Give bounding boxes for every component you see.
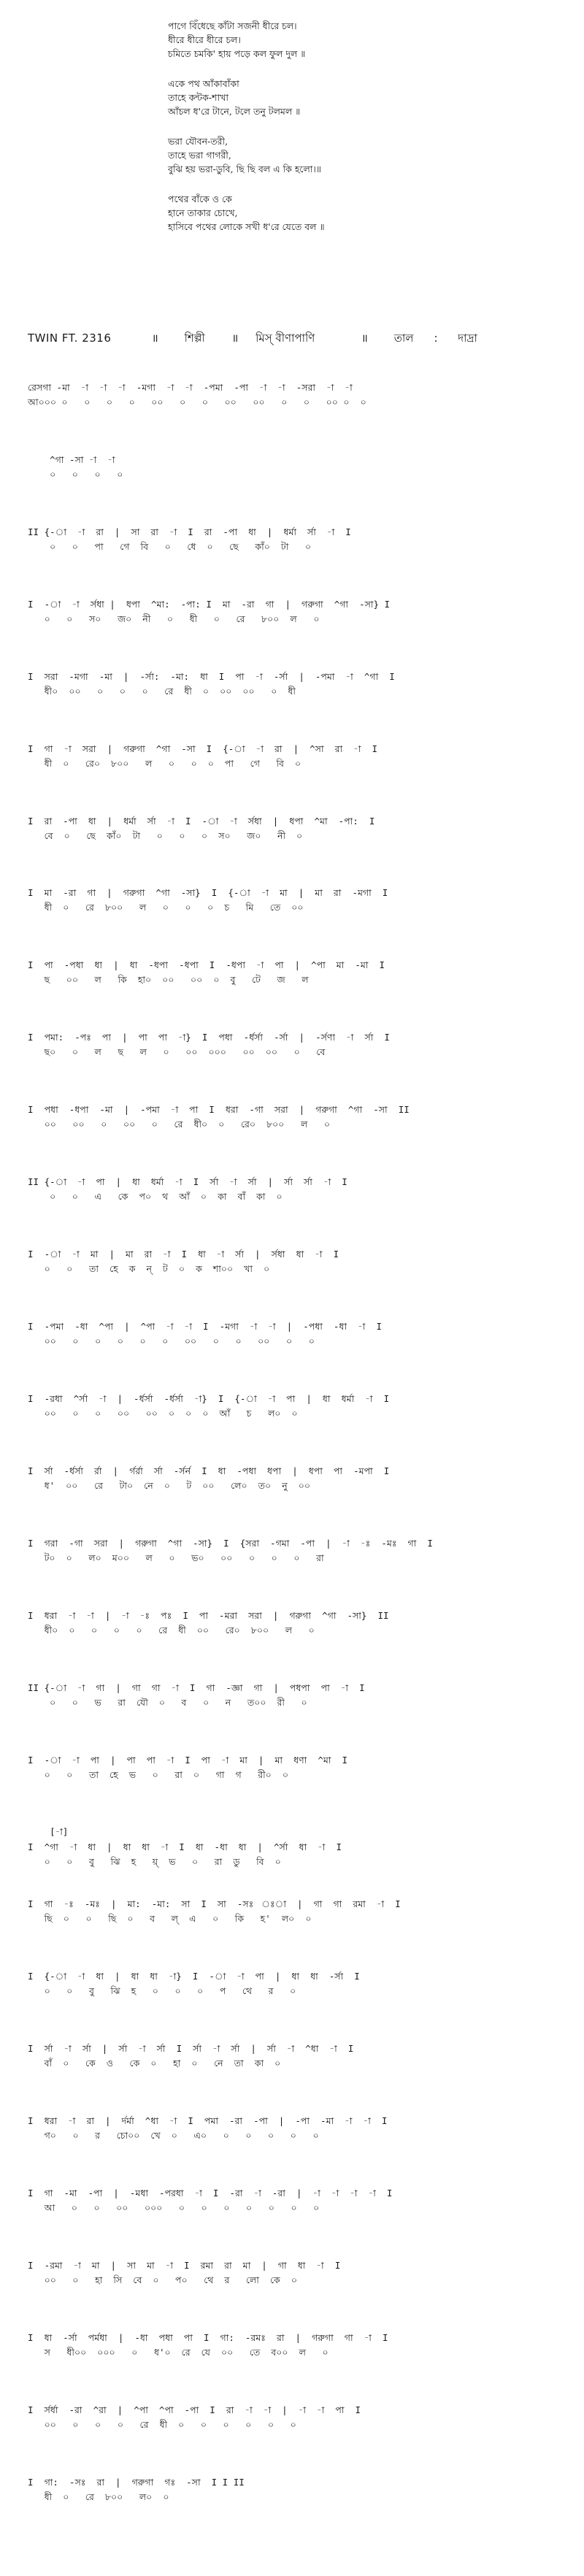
notation-syllable-line: ধী০ ০ ০ ০ ০ রে ধী ০০ রে০ ৮০০ ল ০ — [28, 1624, 315, 1636]
notation-syllable-line: ০০ ০ ০ ০ ০ ০ ০০ ০ ০ ০০ ০ ০ — [28, 1335, 315, 1346]
notation-syllable-line: স ধী০০ ০০০ ০ ধ'০ রে যে ০০ তে ব০০ ল ০ — [28, 2346, 328, 2358]
notation-syllable-line: ছ০ ০ ল ছ ল ০ ০০ ০০০ ০০ ০০ ০ বে — [28, 1046, 326, 1058]
notation-syllable-line: ০ ০ এ কে প০ থ আঁ ০ কা বাঁ কা ০ — [28, 1191, 283, 1203]
notation-swara-line: I গা -া সরা | গরুগা ^গা -সা I {-া -া রা | ^সা রা -া I — [28, 743, 378, 754]
notation-block — [28, 2185, 568, 2258]
lyric-stanza — [168, 77, 474, 118]
notation-block — [28, 2330, 568, 2402]
notation-block — [28, 597, 568, 669]
notation-swara-line: II {-া -া রা | সা রা -া I রা -পা ধা | ধর্মা র্সা -া I — [28, 526, 351, 537]
notation-swara-line: [-া] — [28, 1826, 69, 1838]
lyric-line: পাগে বিঁধেছে কাঁটা সজনী ধীরে চল। — [168, 20, 297, 31]
notation-block — [28, 669, 568, 741]
notation-swara-line: I ^গা -া ধা | ধা ধা -া I ধা -ধা ধা | ^র্সা ধা -া I — [28, 1841, 342, 1853]
notation-syllable-line: ০ ০ বু ঝি হ ০ ০ ০ প থে র ০ — [28, 1985, 296, 1997]
record-info-line — [28, 330, 568, 348]
lyric-line: হাসিবে পথের লোকে সখী ধ'রে যেতে বল ॥ — [168, 221, 325, 232]
notation-block — [28, 1969, 568, 2041]
notation-block — [28, 1680, 568, 1752]
separator: ॥ — [151, 331, 158, 345]
notation-block — [28, 2113, 568, 2185]
notation-swara-line: ^গা -সা -া -া — [28, 453, 115, 465]
notation-syllable-line: ধী০ ০০ ০ ০ ০ রে ধী ০ ০০ ০০ ০ ধী — [28, 685, 296, 697]
notation-syllable-line: ছি ০ ০ ছি ০ ব ল্ এ ০ কি হ' ল০ ০ — [28, 1913, 312, 1925]
lyric-stanza — [168, 192, 474, 234]
notation-syllable-line: ০ ০ তা হে ভ ০ রা ০ গা গ রী০ ০ — [28, 1768, 288, 1780]
notation-swara-line: I র্সর্ধা -রা ^রা | ^পা ^পা -পা I রা -া -া | -া -া পা I — [28, 2404, 361, 2415]
notation-swara-line: I গরা -গা সরা | গরুগা ^গা -সা} I {সরা -গমা -পা | -া -ঃ -মঃ গা I — [28, 1537, 433, 1549]
notation-block — [28, 2041, 568, 2113]
notation-swara-line: I র্সা -া র্সা | র্সা -া র্সা I র্সা -া র্সা | র্সা -া ^ধা -া I — [28, 2043, 354, 2055]
separator: ॥ — [361, 331, 368, 345]
notation-block — [28, 1391, 568, 1463]
notation-swara-line: I -া -া মা | মা রা -া I ধা -া র্সা | র্সধা ধা -া I — [28, 1249, 339, 1260]
lyric-line: ভরা যৌবন-তরী, — [168, 136, 228, 147]
notation-block — [28, 1246, 568, 1319]
artist-label: শিল্পী — [184, 331, 205, 345]
notation-syllable-line: গ০ ০ র চো০০ খে ০ এ০ ০ ০ ০ ০ ০ — [28, 2130, 319, 2142]
notation-syllable-line: ট০ ০ ল০ ম০০ ল ০ ভ০ ০০ ০ ০ ০ রা — [28, 1552, 324, 1563]
notation-block — [28, 1752, 568, 1825]
lyric-stanza — [168, 19, 474, 61]
notation-block — [28, 380, 568, 452]
notation-syllable-line: ধী ০ রে ৮০০ ল০ ০ — [28, 2491, 169, 2502]
lyric-line: আঁচল ধ'রে টানে, টলে তনু টলমল ॥ — [168, 106, 301, 117]
notation-syllable-line: ছ ০০ ল কি হা০ ০০ ০০ ০ বু টে জ ল — [28, 974, 309, 986]
notation-syllable-line: ০০ ০ হা সি বে ০ প০ থে র লো কে ০ — [28, 2274, 297, 2285]
notation-swara-line: I পা -পধা ধা | ধা -ধপা -ধপা I -ধপা -া পা | ^পা মা -মা I — [28, 959, 385, 971]
notation-syllable-line: আ০০০ ০ ০ ০ ০ ০০ ০ ০ ০০ ০০ ০ ০ ০০ ০ ০ — [28, 396, 366, 407]
notation-swara-line: I র্সা -র্ধর্সা র্রা | র্গর্রা র্সা -র্সর্ন I ধা -পধা ধপা | ধপা পা -মপা I — [28, 1465, 390, 1476]
tal-label: তাল — [393, 331, 414, 345]
notation-syllable-line: ০ ০ পা গে বি ০ ধে ০ ছে কাঁ০ টা ০ — [28, 540, 312, 552]
notation-block — [28, 1536, 568, 1608]
notation-swara-line: রেসগা -মা -া -া -া -মগা -া -া -পমা -পা -া -া -সরা -া -া — [28, 382, 353, 393]
notation-swara-line: II {-া -া গা | গা গা -া I গা -জ্ঞা গা | পধপা পা -া I — [28, 1682, 365, 1693]
notation-syllable-line: বে ০ ছে কাঁ০ টা ০ ০ ০ স০ জ০ নী ০ — [28, 829, 303, 841]
lyric-line: চমিতে চমকি' হায় পড়ে কল ফুল দুল ॥ — [168, 48, 306, 59]
notation-block — [28, 1102, 568, 1174]
notation-swara-line: I {-া -া ধা | ধা ধা -া} I -া -া পা | ধা ধা -র্সা I — [28, 1971, 360, 1982]
lyric-line: তাহে ভরা গাগরী, — [168, 150, 231, 161]
notation-swara-line: II {-া -া পা | ধা ধর্মা -া I র্সা -া র্সা | র্সা র্সা -া I — [28, 1176, 347, 1188]
notation-swara-line: I -া -া পা | পা পা -া I পা -া মা | মা ধণা ^মা I — [28, 1754, 348, 1766]
notation-swara-line: I -া -া র্সধা | ধপা ^মা: -পা: I মা -রা গা | গরুগা ^গা -সা} I — [28, 598, 391, 610]
notation-swara-line: I রা -পা ধা | ধর্মা র্সা -া I -া -া র্সধা | ধপা ^মা -পা: I — [28, 815, 375, 827]
notation-syllable-line: ধী ০ রে ৮০০ ল ০ ০ ০ চ মি তে ০০ — [28, 902, 304, 913]
notation-swara-line: I পমা: -পঃ পা | পা পা -া} I পধা -র্ধর্সা -র্সা | -র্সণা -া র্সা I — [28, 1032, 390, 1043]
notation-section — [28, 380, 568, 2547]
notation-syllable-line: ০০ ০ ০ ০০ ০০ ০ ০ ০ আঁ চ ল০ ০ — [28, 1407, 298, 1419]
notation-block — [28, 1174, 568, 1246]
lyric-stanza — [168, 134, 474, 176]
notation-block — [28, 1463, 568, 1536]
notation-block — [28, 1896, 568, 1969]
notation-swara-line: I সরা -মগা -মা | -র্সা: -মা: ধা I পা -া -র্সা | -পমা -া ^গা I — [28, 670, 395, 682]
lyric-line: বুঝি হয় ভরা-ডুবি, ছি ছি বল এ কি হলো।॥ — [168, 164, 321, 175]
notation-swara-line: I -পমা -ধা ^পা | ^পা -া -া I -মগা -া -া | -পধা -ধা -া I — [28, 1320, 382, 1332]
notation-swara-line: I ধা -র্সা পর্মধা | -ধা পধা পা I গা: -রমঃ রা | গরুগা গা -া I — [28, 2331, 388, 2343]
notation-syllable-line: ০ ০ ০ ০ — [28, 468, 123, 480]
lyric-line: একে পথ আঁকাবাঁকা — [168, 78, 239, 89]
notation-swara-line: I গা -ঃ -মঃ | মা: -মা: সা I সা -সঃ ঃা | গা গা রমা -া I — [28, 1898, 401, 1910]
tal-name: দাদ্রা — [458, 331, 477, 345]
notation-block — [28, 2402, 568, 2475]
notation-swara-line: I মা -রা গা | গরুগা ^গা -সা} I {-া -া মা | মা রা -মগা I — [28, 887, 388, 899]
notation-syllable-line: ধী ০ রে০ ৮০০ ল ০ ০ ০ পা গে বি ০ — [28, 757, 301, 769]
notation-syllable-line: ধ' ০০ রে টা০ নে ০ ট ০০ লে০ ত০ নু ০০ — [28, 1479, 311, 1491]
notation-swara-line: I গা -মা -পা | -মধা -পরধা -া I -রা -া -রা | -া -া -া -া I — [28, 2188, 393, 2199]
lyric-line: ধীরে ধীরে ধীরে চল। — [168, 34, 241, 45]
lyric-line: তাহে কন্টক-শাখা — [168, 92, 228, 103]
lyric-line: হানে তাকার চোখে, — [168, 207, 238, 218]
notation-block — [28, 741, 568, 813]
notation-swara-line: I ধরা -া রা | র্দর্মা ^ধা -া I পমা -রা -পা | -পা -মা -া -া I — [28, 2115, 388, 2127]
notation-block — [28, 1319, 568, 1391]
notation-syllable-line: ০ ০ তা হে ক ন্ ট ০ ক শা০০ খা ০ — [28, 1263, 270, 1275]
notation-block — [28, 1030, 568, 1102]
notation-block — [28, 1824, 568, 1896]
artist-name: মিস্ বীণাপাণি — [256, 331, 315, 345]
notation-block — [28, 2475, 568, 2547]
notation-block — [28, 957, 568, 1030]
notation-block — [28, 1608, 568, 1680]
notation-syllable-line: ০০ ০ ০ ০ রে ধী ০ ০ ০ ০ ০ ০ — [28, 2418, 296, 2430]
notation-block — [28, 885, 568, 957]
notation-syllable-line: আ ০ ০ ০০ ০০০ ০ ০ ০ ০ ০ ০ ০ — [28, 2202, 320, 2214]
separator: ॥ — [231, 331, 239, 345]
notation-swara-line: I পধা -ধপা -মা | -পমা -া পা I ধরা -গা সরা | গরুগা ^গা -সা II — [28, 1104, 410, 1116]
notation-syllable-line: ০০ ০০ ০ ০০ ০ রে ধী০ ০ রে০ ৮০০ ল ০ — [28, 1119, 331, 1130]
notation-block — [28, 452, 568, 524]
notation-block — [28, 813, 568, 886]
notation-swara-line: I ধরা -া -া | -া -ঃ পঃ I পা -মরা সরা | গরুগা ^গা -সা} II — [28, 1609, 389, 1621]
notation-syllable-line: ০ ০ বু ঝি হ য়্ ভ ০ রা ডু বি ০ — [28, 1856, 281, 1868]
notation-swara-line: I -রমা -া মা | সা মা -া I রমা রা মা | গা ধা -া I — [28, 2259, 341, 2271]
record-number: TWIN FT. 2316 — [28, 331, 112, 345]
lyrics — [168, 19, 474, 250]
notation-syllable-line: ০ ০ স০ জ০ নী ০ ধী ০ রে ৮০০ ল ০ — [28, 613, 320, 624]
notation-swara-line: I -রধা ^র্সা -া | -র্ধর্সা -র্ধর্সা -া} I {-া -া পা | ধা ধর্মা -া I — [28, 1392, 390, 1404]
separator: : — [434, 331, 438, 345]
lyric-line: পথের বাঁকে ও কে — [168, 193, 232, 204]
notation-block — [28, 2258, 568, 2330]
notation-swara-line: I গা: -সঃ রা | গরুগা গঃ -সা I I II — [28, 2476, 245, 2488]
notation-syllable-line: ০ ০ ভ রা যৌ ০ ব ০ ন ত০০ রী ০ — [28, 1696, 307, 1708]
notation-block — [28, 524, 568, 597]
notation-syllable-line: বাঁ ০ কে ও কে ০ হা ০ নে তা কা ০ — [28, 2058, 281, 2069]
